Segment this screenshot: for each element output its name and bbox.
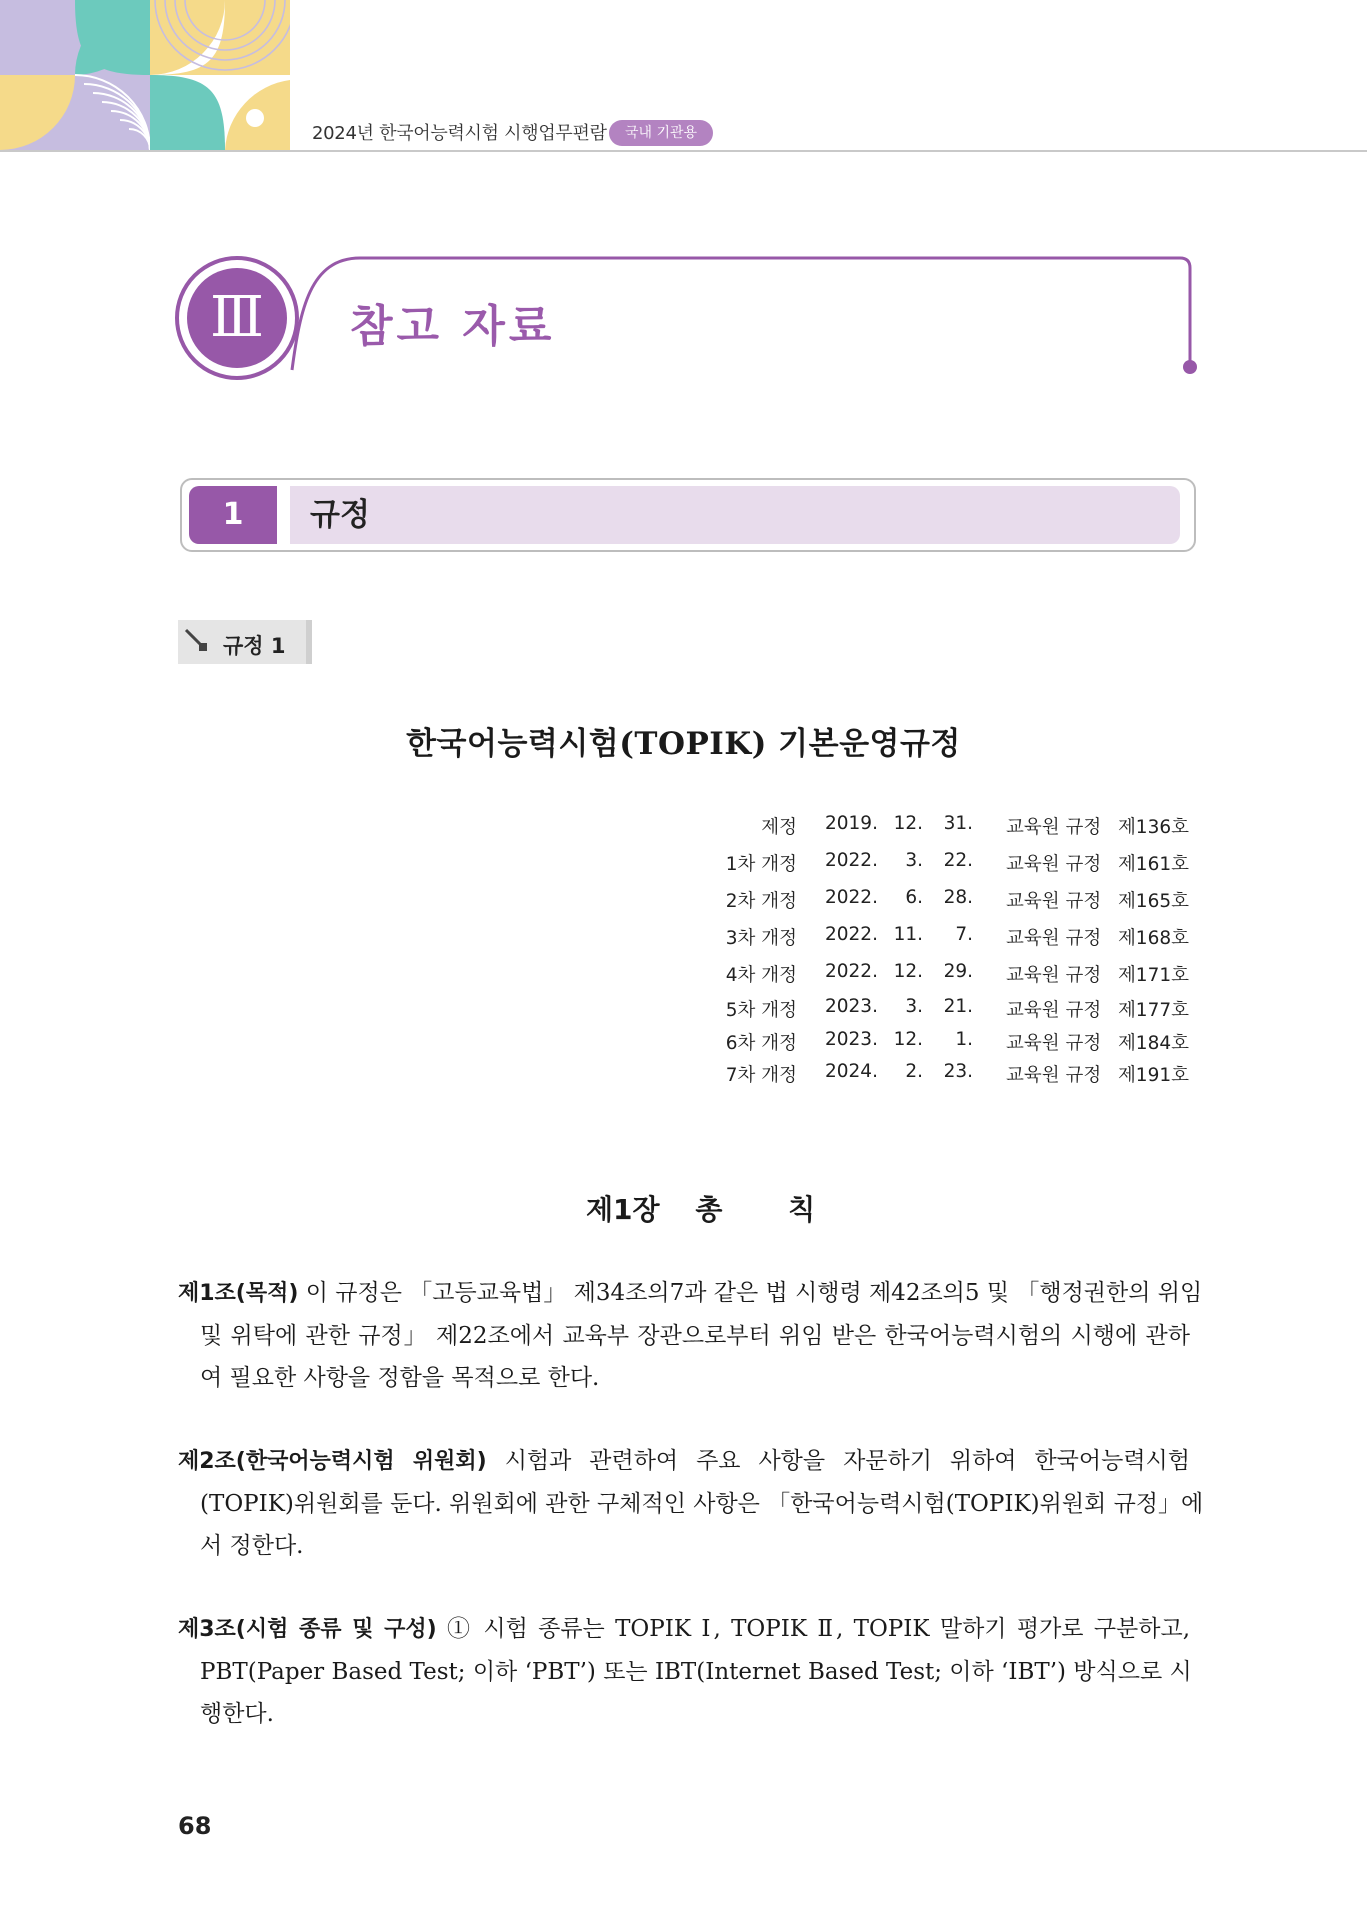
revision-day: 1. (955, 1029, 973, 1050)
revision-number: 제191호 (1117, 1065, 1189, 1086)
article-3-heading: 제3조(시험 종류 및 구성) (178, 1617, 437, 1642)
revision-row (0, 1061, 1367, 1087)
revision-day: 21. (943, 996, 973, 1017)
chapter1-number: 제1장 (586, 1193, 660, 1226)
header-title: 2024년 한국어능력시험 시행업무편람 (312, 123, 607, 144)
article-1 (178, 1272, 1203, 1399)
revision-number: 제165호 (1117, 891, 1189, 912)
revision-row (0, 850, 1367, 876)
section-title-box (290, 486, 1180, 544)
article-3-line-1: ① 시험 종류는 TOPIK Ⅰ, TOPIK Ⅱ, TOPIK 말하기 평가로 구분하고, (447, 1616, 1191, 1642)
article-3 (178, 1608, 1190, 1735)
section-number: 1 (222, 497, 244, 532)
revision-org: 교육원 규정 (1006, 1033, 1102, 1054)
page-number: 68 (178, 1812, 212, 1840)
article-1-line-3: 여 필요한 사항을 정함을 목적으로 한다. (200, 1365, 600, 1391)
revision-year: 2019. (825, 813, 878, 834)
revision-row (0, 1029, 1367, 1055)
regulation-tag-label: 규정 1 (223, 634, 286, 658)
revision-number: 제184호 (1117, 1033, 1189, 1054)
chapter1-title (586, 1188, 815, 1228)
revision-label: 1차 개정 (725, 854, 797, 875)
revision-day: 31. (943, 813, 973, 834)
revision-month: 2. (905, 1061, 923, 1082)
revision-month: 12. (893, 961, 923, 982)
revision-label: 4차 개정 (725, 965, 797, 986)
chapter-numeral: Ⅲ (209, 285, 264, 350)
article-1-line-2: 및 위탁에 관한 규정」 제22조에서 교육부 장관으로부터 위임 받은 한국어능력시험의 시행에 관하 (200, 1323, 1190, 1349)
article-3-line-3: 행한다. (200, 1701, 274, 1727)
article-3-line-2: PBT(Paper Based Test; 이하 ‘PBT’) 또는 IBT(Internet Based Test; 이하 ‘IBT’) 방식으로 시 (200, 1659, 1192, 1685)
header-badge: 국내 기관용 (609, 120, 713, 146)
revision-day: 28. (943, 887, 973, 908)
revision-row (0, 961, 1367, 987)
revision-org: 교육원 규정 (1006, 928, 1102, 949)
revision-number: 제171호 (1117, 965, 1189, 986)
revision-month: 3. (905, 996, 923, 1017)
revision-org: 교육원 규정 (1006, 1000, 1102, 1021)
revision-org: 교육원 규정 (1006, 1065, 1102, 1086)
header-rule (0, 150, 1367, 152)
article-1-line-1: 이 규정은 「고등교육법」 제34조의7과 같은 법 시행령 제42조의5 및 「행정권한의 위임 (305, 1280, 1203, 1306)
revision-year: 2022. (825, 961, 878, 982)
revision-month: 6. (905, 887, 923, 908)
revision-row (0, 924, 1367, 950)
revision-month: 11. (893, 924, 923, 945)
revision-month: 12. (893, 813, 923, 834)
revision-org: 교육원 규정 (1006, 854, 1102, 875)
document-title: 한국어능력시험(TOPIK) 기본운영규정 (406, 726, 961, 762)
revision-year: 2022. (825, 887, 878, 908)
revision-org: 교육원 규정 (1006, 891, 1102, 912)
revision-label: 2차 개정 (725, 891, 797, 912)
revision-row (0, 887, 1367, 913)
chapter1-word1: 총 (695, 1193, 723, 1226)
article-2-line-2: (TOPIK)위원회를 둔다. 위원회에 관한 구체적인 사항은 「한국어능력시험(TOPIK)위원회 규정」에 (200, 1491, 1204, 1517)
revision-label: 3차 개정 (725, 928, 797, 949)
revision-row (0, 813, 1367, 839)
revision-number: 제161호 (1117, 854, 1189, 875)
revision-day: 23. (943, 1061, 973, 1082)
article-2-line-1: 시험과 관련하여 주요 사항을 자문하기 위하여 한국어능력시험 (504, 1448, 1190, 1474)
revision-day: 22. (943, 850, 973, 871)
revision-label: 제정 (761, 817, 797, 838)
chapter1-word2: 칙 (788, 1193, 816, 1226)
section-title: 규정 (310, 497, 370, 533)
revision-org: 교육원 규정 (1006, 965, 1102, 986)
article-2 (178, 1440, 1204, 1567)
revision-year: 2023. (825, 996, 878, 1017)
revision-label: 7차 개정 (725, 1065, 797, 1086)
revision-month: 3. (905, 850, 923, 871)
revision-year: 2023. (825, 1029, 878, 1050)
revision-label: 6차 개정 (725, 1033, 797, 1054)
header-decoration (0, 0, 300, 152)
revision-year: 2024. (825, 1061, 878, 1082)
article-1-heading: 제1조(목적) (178, 1281, 299, 1306)
revision-year: 2022. (825, 850, 878, 871)
revision-day: 7. (955, 924, 973, 945)
revision-label: 5차 개정 (725, 1000, 797, 1021)
revision-row (0, 996, 1367, 1022)
article-2-line-3: 서 정한다. (200, 1533, 304, 1559)
revision-number: 제136호 (1117, 817, 1189, 838)
revision-year: 2022. (825, 924, 878, 945)
revision-number: 제177호 (1117, 1000, 1189, 1021)
chapter-frame (170, 250, 1210, 380)
revision-org: 교육원 규정 (1006, 817, 1102, 838)
revision-number: 제168호 (1117, 928, 1189, 949)
revision-day: 29. (943, 961, 973, 982)
revision-month: 12. (893, 1029, 923, 1050)
arrow-down-right-icon (182, 624, 212, 660)
article-2-heading: 제2조(한국어능력시험 위원회) (178, 1449, 487, 1474)
chapter-title: 참고 자료 (350, 301, 556, 352)
